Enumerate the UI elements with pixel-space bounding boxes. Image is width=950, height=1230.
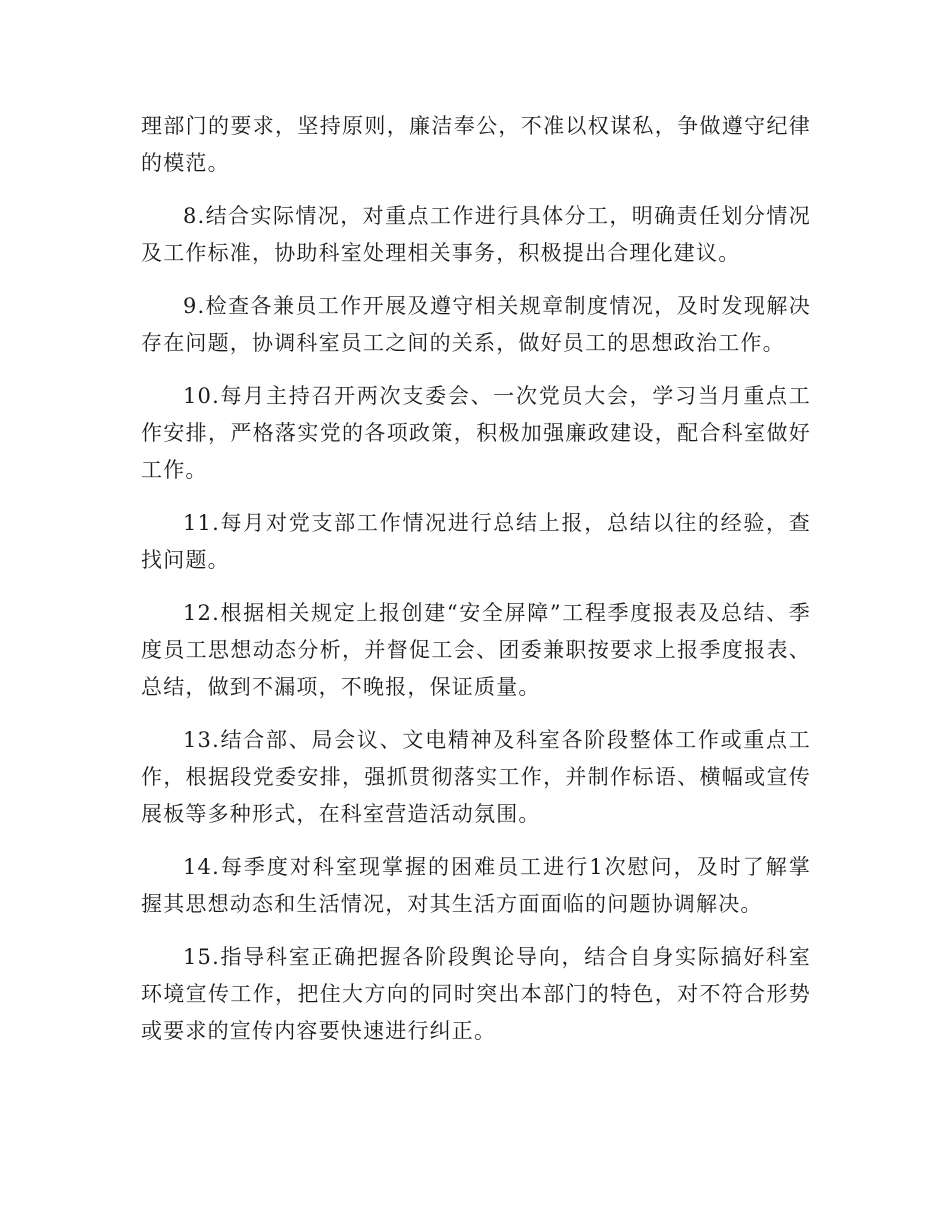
paragraph-item-14: 14.每季度对科室现掌握的困难员工进行1次慰问，及时了解掌握其思想动态和生活情况，对其生活方面面临的问题协调解决。 (141, 855, 811, 916)
paragraph-item-12: 12.根据相关规定上报创建“安全屏障”工程季度报表及总结、季度员工思想动态分析，并督促工会、团委兼职按要求上报季度报表、总结，做到不漏项，不晚报，保证质量。 (141, 601, 811, 699)
paragraph-item-9: 9.检查各兼员工作开展及遵守相关规章制度情况，及时发现解决存在问题，协调科室员工之间的关系，做好员工的思想政治工作。 (141, 294, 811, 355)
paragraph-item-13: 13.结合部、局会议、文电精神及科室各阶段整体工作或重点工作，根据段党委安排，强抓贯彻落实工作，并制作标语、横幅或宣传展板等多种形式，在科室营造活动氛围。 (141, 728, 811, 826)
paragraph-item-10: 10.每月主持召开两次支委会、一次党员大会，学习当月重点工作安排，严格落实党的各项政策，积极加强廉政建设，配合科室做好工作。 (141, 384, 811, 482)
paragraph-item-15: 15.指导科室正确把握各阶段舆论导向，结合自身实际搞好科室环境宣传工作，把住大方向的同时突出本部门的特色，对不符合形势或要求的宣传内容要快速进行纠正。 (141, 945, 811, 1043)
paragraph-item-8: 8.结合实际情况，对重点工作进行具体分工，明确责任划分情况及工作标准，协助科室处理相关事务，积极提出合理化建议。 (141, 204, 811, 265)
paragraph-continuation: 理部门的要求，坚持原则，廉洁奉公，不准以权谋私，争做遵守纪律的模范。 (141, 114, 811, 175)
document-body (141, 108, 811, 1066)
paragraph-item-11: 11.每月对党支部工作情况进行总结上报，总结以往的经验，查找问题。 (141, 511, 811, 572)
